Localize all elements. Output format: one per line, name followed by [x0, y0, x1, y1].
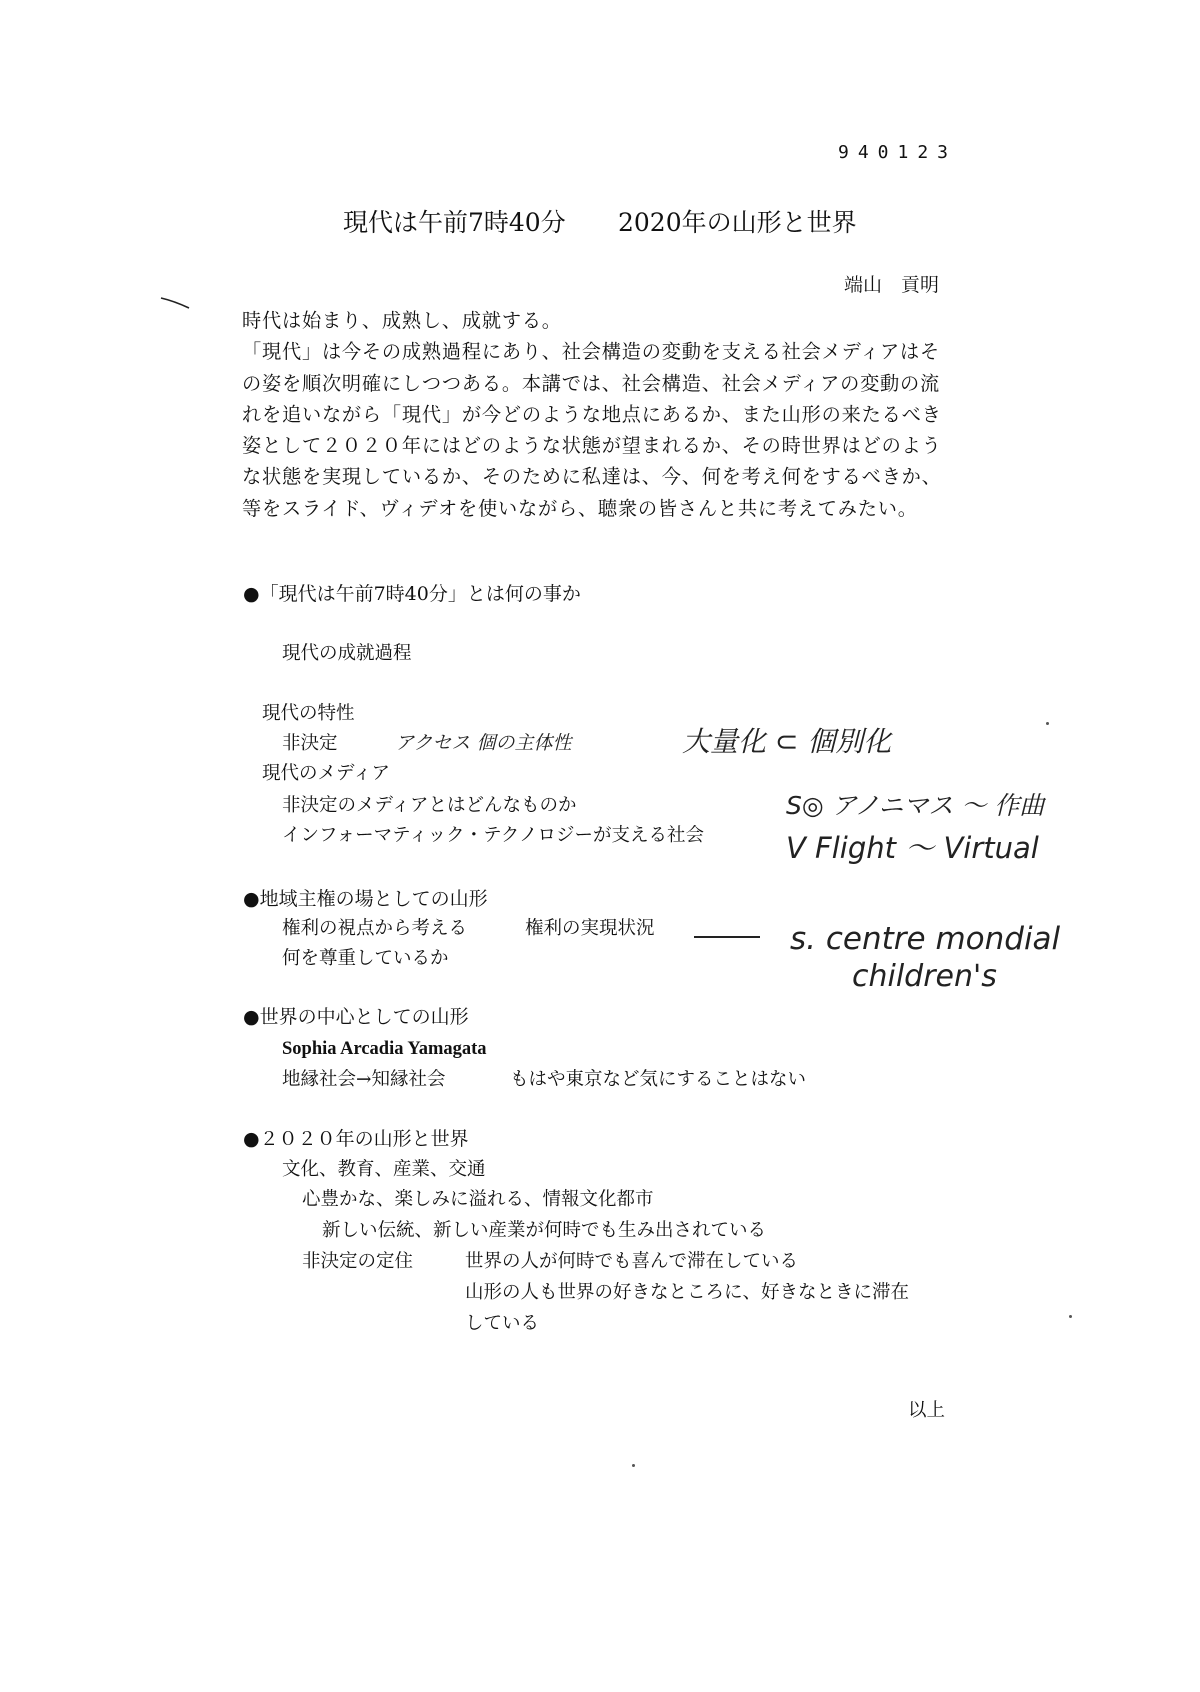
tokyo-statement: もはや東京など気にすることはない: [510, 1069, 807, 1090]
section-heading-gendai: ●「現代は午前7時40分」とは何の事か: [243, 583, 581, 605]
end-mark: 以上: [908, 1400, 946, 1421]
section-heading-center: ●世界の中心としての山形: [243, 1006, 469, 1028]
info-culture-city: 心豊かな、楽しみに溢れる、情報文化都市: [302, 1189, 654, 1210]
residence-label: 非決定の定住: [302, 1251, 414, 1272]
media-label: 現代のメディア: [262, 763, 391, 784]
stray-pen-mark: [160, 296, 190, 310]
title-right: 2020年の山形と世界: [618, 208, 857, 237]
handwritten-note-v-line: V Flight ～ Virtual: [786, 831, 1039, 865]
handwritten-note-access: アクセス 個の主体性: [395, 732, 572, 754]
handwritten-note-centre: s. centre mondial: [790, 921, 1061, 957]
intro-line: 姿として２０２０年にはどのような状態が望まれるか、その時世界はどのよう: [242, 434, 942, 458]
handwritten-note-children: children's: [852, 959, 997, 994]
intro-line: の姿を順次明確にしつつある。本講では、社会構造、社会メディアの変動の流: [242, 371, 941, 395]
intro-line: 等をスライド、ヴィデオを使いながら、聴衆の皆さんと共に考えてみたい。: [242, 496, 918, 520]
intro-line: れを追いながら「現代」が今どのような地点にあるか、また山形の来たるべき: [242, 402, 942, 426]
nondecision-label: 非決定: [282, 733, 338, 754]
sophia-arcadia: Sophia Arcadia Yamagata: [282, 1039, 487, 1059]
intro-line: 時代は始まり、成熟し、成就する。: [242, 309, 562, 332]
document-id: 940123: [838, 142, 958, 163]
sub-heading-completion: 現代の成就過程: [282, 643, 412, 664]
title-left: 現代は午前7時40分: [343, 208, 566, 237]
new-tradition: 新しい伝統、新しい産業が何時でも生み出されている: [322, 1220, 767, 1241]
intro-paragraph: [242, 305, 962, 524]
handwritten-note-s-line: S◎ アノニマス ～ 作曲: [786, 791, 1045, 820]
traits-label: 現代の特性: [262, 703, 355, 724]
media-info-society: インフォーマティック・テクノロジーが支える社会: [282, 825, 704, 846]
intro-line: な状態を実現しているか、そのために私達は、今、何を考え何をするべきか、: [242, 465, 942, 489]
rights-view: 権利の視点から考える: [282, 918, 468, 939]
domains-list: 文化、教育、産業、交通: [282, 1159, 486, 1180]
speck: [632, 1464, 635, 1467]
rights-status: 権利の実現状況: [525, 918, 655, 939]
handwritten-note-mass: 大量化 ⊂ 個別化: [682, 725, 892, 758]
intro-line: 「現代」は今その成熟過程にあり、社会構造の変動を支える社会メディアはそ: [242, 340, 941, 364]
media-question: 非決定のメディアとはどんなものか: [282, 795, 577, 816]
section-heading-2020: ●２０２０年の山形と世界: [243, 1128, 469, 1150]
speck: [1046, 722, 1049, 725]
handwritten-dash: [694, 936, 760, 938]
residence-line-2: 山形の人も世界の好きなところに、好きなときに滞在: [465, 1282, 910, 1303]
society-shift: 地縁社会→知縁社会: [282, 1069, 446, 1090]
respect-question: 何を尊重しているか: [282, 948, 449, 969]
author-name: 端山 貢明: [844, 274, 940, 296]
speck: [1069, 1315, 1072, 1318]
residence-line-3: している: [465, 1313, 540, 1334]
section-heading-region: ●地域主権の場としての山形: [243, 888, 488, 910]
residence-line-1: 世界の人が何時でも喜んで滞在している: [465, 1251, 799, 1272]
